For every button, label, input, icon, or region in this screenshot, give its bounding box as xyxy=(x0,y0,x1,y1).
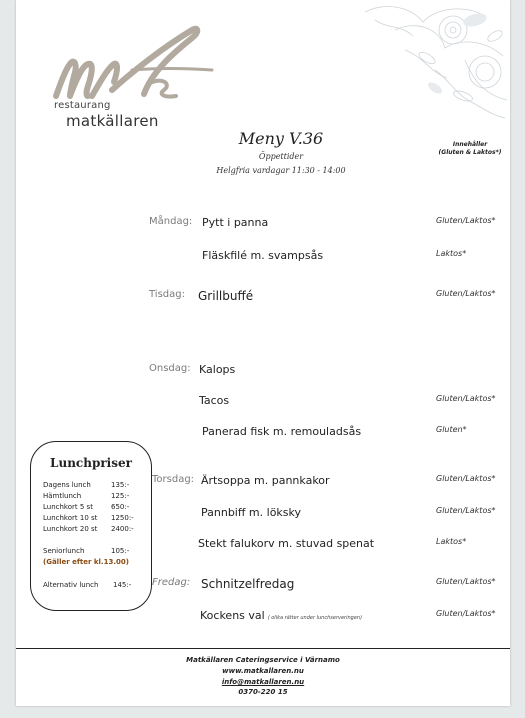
dish-name: Schnitzelfredag xyxy=(201,577,295,591)
dish-name: Ärtsoppa m. pannkakor xyxy=(201,474,330,487)
price-line xyxy=(43,581,131,589)
dish-name xyxy=(200,609,362,622)
menu-row xyxy=(16,609,510,627)
allergen-label: Gluten/Laktos* xyxy=(436,289,496,298)
allergen-label: Laktos* xyxy=(436,249,467,258)
restaurant-logo-icon xyxy=(52,24,222,104)
footer-divider xyxy=(16,648,510,649)
opening-hours: Helgfria vardagar 11:30 - 14:00 xyxy=(216,166,346,175)
allergen-label: Gluten/Laktos* xyxy=(436,506,496,515)
price-value: 650:- xyxy=(111,503,130,511)
dish-note: ( olika rätter under lunchserveringen) xyxy=(267,615,363,621)
price-label: Dagens lunch xyxy=(43,481,91,489)
footer-email: info@matkallaren.nu xyxy=(221,678,305,686)
allergen-label: Gluten/Laktos* xyxy=(436,609,496,618)
allergen-label: Gluten/Laktos* xyxy=(436,216,496,225)
price-line xyxy=(43,481,129,489)
price-label: Alternativ lunch xyxy=(43,581,99,589)
price-line xyxy=(43,492,129,500)
lunch-prices-title: Lunchpriser xyxy=(50,456,132,470)
price-line xyxy=(43,514,134,522)
dish-name: Panerad fisk m. remouladsås xyxy=(202,425,362,438)
dish-name: Pytt i panna xyxy=(202,216,269,229)
price-label: Lunchkort 20 st xyxy=(43,525,98,533)
lunch-prices-box xyxy=(30,441,152,611)
menu-title: Meny V.36 xyxy=(238,129,324,148)
allergen-label: Gluten/Laktos* xyxy=(436,394,496,403)
footer-phone: 0370-220 15 xyxy=(238,688,288,696)
dish-label: Kockens val xyxy=(200,609,265,622)
menu-row xyxy=(16,249,510,267)
price-value: 135:- xyxy=(111,481,130,489)
dish-name: Stekt falukorv m. stuvad spenat xyxy=(198,537,375,550)
day-label: Fredag: xyxy=(152,577,191,588)
dish-name: Pannbiff m. löksky xyxy=(201,506,302,519)
price-label: Lunchkort 10 st xyxy=(43,514,98,522)
floral-decoration-icon xyxy=(335,0,510,122)
logo-name: matkällaren xyxy=(66,112,159,130)
day-label: Tisdag: xyxy=(149,289,185,300)
menu-row xyxy=(16,394,510,412)
price-value: 2400:- xyxy=(111,525,134,533)
price-value: 145:- xyxy=(113,581,132,589)
opening-hours-label: Öppettider xyxy=(258,152,304,161)
senior-price-note: (Gäller efter kl.13.00) xyxy=(43,558,129,566)
day-label: Onsdag: xyxy=(149,363,191,374)
day-label: Torsdag: xyxy=(152,474,195,485)
dish-name: Grillbuffé xyxy=(198,289,254,303)
allergen-header-line2: (Gluten & Laktos*) xyxy=(438,149,502,156)
allergen-label: Gluten* xyxy=(436,425,467,434)
day-label: Måndag: xyxy=(149,216,193,227)
allergen-label: Gluten/Laktos* xyxy=(436,474,496,483)
footer-company: Matkällaren Cateringservice i Värnamo xyxy=(186,656,340,664)
dish-name: Fläskfilé m. svampsås xyxy=(202,249,324,262)
price-value: 105:- xyxy=(111,547,130,555)
price-label: Seniorlunch xyxy=(43,547,85,555)
price-label: Lunchkort 5 st xyxy=(43,503,93,511)
menu-page xyxy=(16,0,510,706)
allergen-label: Laktos* xyxy=(436,537,467,546)
price-value: 125:- xyxy=(111,492,130,500)
menu-row xyxy=(16,289,510,307)
price-line xyxy=(43,525,134,533)
dish-name: Tacos xyxy=(199,394,230,407)
price-line xyxy=(43,503,129,511)
allergen-header xyxy=(430,141,510,157)
price-value: 1250:- xyxy=(111,514,134,522)
price-label: Hämtlunch xyxy=(43,492,82,500)
price-line xyxy=(43,547,129,555)
logo-subtitle: restaurang xyxy=(54,100,111,111)
footer-website: www.matkallaren.nu xyxy=(222,667,304,675)
dish-name: Kalops xyxy=(199,363,236,376)
menu-row xyxy=(16,363,510,381)
allergen-header-line1: Innehåller xyxy=(452,141,488,148)
allergen-label: Gluten/Laktos* xyxy=(436,577,496,586)
menu-row xyxy=(16,216,510,234)
